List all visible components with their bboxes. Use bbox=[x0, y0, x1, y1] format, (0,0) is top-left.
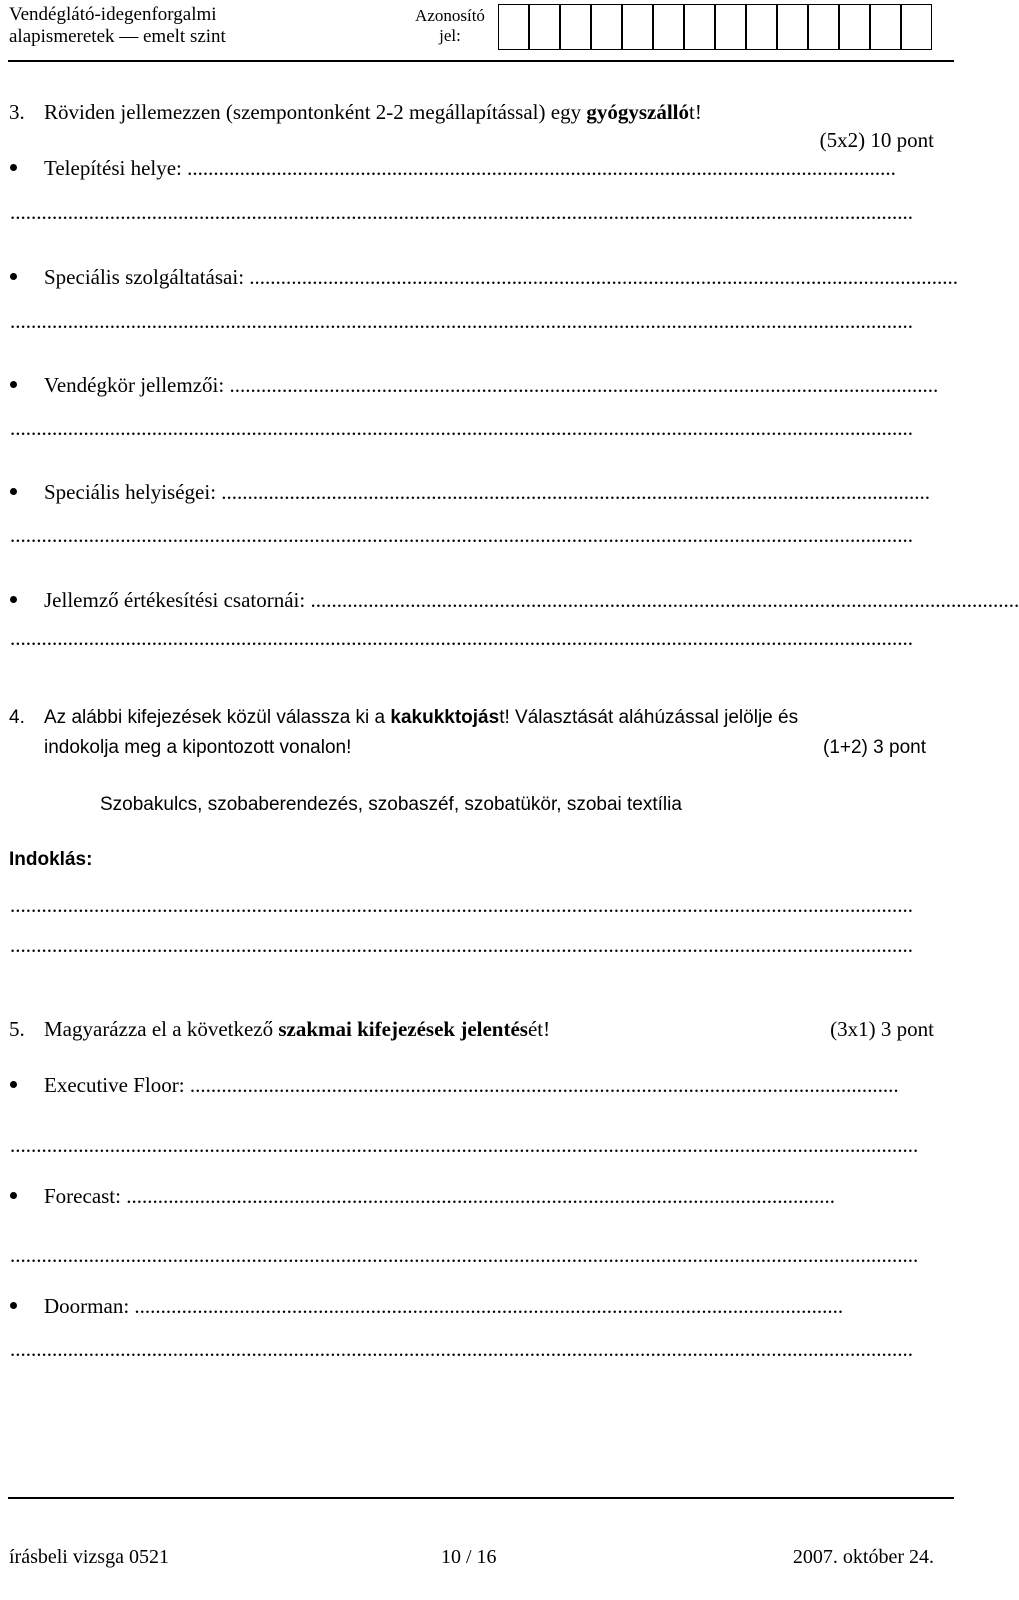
q3-item-label: Telepítési helye: bbox=[44, 156, 188, 180]
bullet-icon bbox=[10, 596, 17, 603]
q3-prompt bbox=[44, 100, 702, 124]
header-rule bbox=[8, 60, 954, 62]
answer-line[interactable]: ............................................................................................................................................................................ bbox=[10, 200, 913, 224]
answer-line[interactable]: ............................................................................................................................................................................ bbox=[10, 626, 913, 650]
answer-line[interactable]: ............................................................................................................................................................................ bbox=[10, 523, 913, 547]
id-box[interactable] bbox=[746, 4, 777, 50]
footer-date: 2007. október 24. bbox=[792, 1546, 934, 1568]
id-box[interactable] bbox=[498, 4, 529, 50]
id-box[interactable] bbox=[870, 4, 901, 50]
answer-dots: ....................................................................................................................................... bbox=[310, 588, 1019, 612]
q4-terms[interactable]: Szobakulcs, szobaberendezés, szobaszéf, szobatükör, szobai textília bbox=[100, 794, 682, 815]
q5-item-label: Doorman: bbox=[44, 1294, 135, 1318]
answer-line[interactable]: ............................................................................................................................................................................. bbox=[10, 1243, 919, 1267]
q3-item-label: Speciális helyiségei: bbox=[44, 480, 222, 504]
bullet-icon bbox=[10, 381, 17, 388]
q5-prompt-text: Magyarázza el a következő bbox=[44, 1017, 279, 1041]
q3-prompt-tail: t! bbox=[689, 100, 702, 124]
q4-prompt-bold: kakukktojás bbox=[390, 707, 500, 728]
q4-reason-label: Indoklás: bbox=[9, 849, 93, 870]
q5-item-forecast[interactable] bbox=[44, 1184, 930, 1208]
q3-item-label: Speciális szolgáltatásai: bbox=[44, 265, 250, 289]
answer-line[interactable]: ............................................................................................................................................................................ bbox=[10, 1337, 913, 1361]
id-label bbox=[410, 6, 490, 46]
q3-item-szolgaltatasai[interactable] bbox=[44, 265, 959, 289]
answer-dots: ....................................................................................................................................... bbox=[229, 373, 939, 397]
id-box[interactable] bbox=[591, 4, 622, 50]
q3-item-csatornai[interactable] bbox=[44, 588, 1019, 612]
header-subject-line2: alapismeretek — emelt szint bbox=[9, 26, 226, 47]
header-subject-line1: Vendéglátó-idegenforgalmi bbox=[9, 4, 217, 25]
bullet-icon bbox=[10, 1081, 17, 1088]
bullet-icon bbox=[10, 1302, 17, 1309]
q3-item-helyisegei[interactable] bbox=[44, 480, 931, 504]
id-label-line1: Azonosító bbox=[415, 6, 485, 25]
id-label-line2: jel: bbox=[439, 26, 461, 45]
q4-prompt-line2: indokolja meg a kipontozott vonalon! bbox=[44, 737, 352, 758]
q5-item-executive-floor[interactable] bbox=[44, 1073, 930, 1097]
answer-dots: ....................................................................................................................................... bbox=[187, 156, 896, 180]
q3-prompt-bold: gyógyszálló bbox=[586, 100, 689, 124]
header-subject bbox=[9, 4, 226, 48]
q4-points: (1+2) 3 pont bbox=[823, 737, 926, 758]
q3-prompt-text: Röviden jellemezzen (szempontonként 2-2 megállapítással) egy bbox=[44, 100, 587, 124]
answer-line[interactable]: ............................................................................................................................................................................ bbox=[10, 893, 913, 917]
q3-points: (5x2) 10 pont bbox=[819, 128, 934, 152]
q5-prompt-tail: ét! bbox=[527, 1017, 551, 1041]
answer-dots: ....................................................................................................................................... bbox=[221, 480, 931, 504]
q3-item-telepitesi[interactable] bbox=[44, 156, 916, 180]
q4-prompt-text: Az alábbi kifejezések közül válassza ki a bbox=[44, 707, 391, 728]
id-box[interactable] bbox=[715, 4, 746, 50]
q3-item-label: Vendégkör jellemzői: bbox=[44, 373, 230, 397]
answer-dots: ....................................................................................................................................... bbox=[126, 1184, 835, 1208]
id-box[interactable] bbox=[839, 4, 870, 50]
id-box[interactable] bbox=[560, 4, 591, 50]
id-box[interactable] bbox=[622, 4, 653, 50]
q4-prompt-tail: t! Választását aláhúzással jelölje és bbox=[499, 707, 799, 728]
q5-points: (3x1) 3 pont bbox=[830, 1017, 934, 1041]
footer-exam: írásbeli vizsga 0521 bbox=[9, 1546, 169, 1568]
q3-item-vendegkor[interactable] bbox=[44, 373, 939, 397]
footer-rule bbox=[8, 1497, 954, 1499]
q5-item-doorman[interactable] bbox=[44, 1294, 926, 1318]
q3-item-label: Jellemző értékesítési csatornái: bbox=[44, 588, 311, 612]
q5-item-label: Forecast: bbox=[44, 1184, 127, 1208]
bullet-icon bbox=[10, 488, 17, 495]
footer-page-number: 10 / 16 bbox=[441, 1546, 497, 1568]
answer-line[interactable]: ............................................................................................................................................................................ bbox=[10, 416, 913, 440]
q5-prompt bbox=[44, 1017, 550, 1041]
q4-number: 4. bbox=[9, 707, 25, 728]
id-box[interactable] bbox=[901, 4, 932, 50]
q4-prompt bbox=[44, 706, 798, 730]
answer-line[interactable]: ............................................................................................................................................................................. bbox=[10, 1133, 919, 1157]
id-box[interactable] bbox=[529, 4, 560, 50]
q3-number: 3. bbox=[9, 100, 25, 124]
id-box[interactable] bbox=[653, 4, 684, 50]
q5-prompt-bold: szakmai kifejezések jelentés bbox=[278, 1017, 528, 1041]
q5-item-label: Executive Floor: bbox=[44, 1073, 190, 1097]
bullet-icon bbox=[10, 273, 17, 280]
answer-dots: ....................................................................................................................................... bbox=[134, 1294, 844, 1318]
answer-dots: ....................................................................................................................................... bbox=[189, 1073, 899, 1097]
answer-line[interactable]: ............................................................................................................................................................................ bbox=[10, 309, 913, 333]
answer-dots: ....................................................................................................................................... bbox=[249, 265, 959, 289]
bullet-icon bbox=[10, 164, 17, 171]
id-box[interactable] bbox=[777, 4, 808, 50]
id-box[interactable] bbox=[684, 4, 715, 50]
bullet-icon bbox=[10, 1192, 17, 1199]
q5-number: 5. bbox=[9, 1017, 25, 1041]
answer-line[interactable]: ............................................................................................................................................................................ bbox=[10, 933, 913, 957]
id-box[interactable] bbox=[808, 4, 839, 50]
